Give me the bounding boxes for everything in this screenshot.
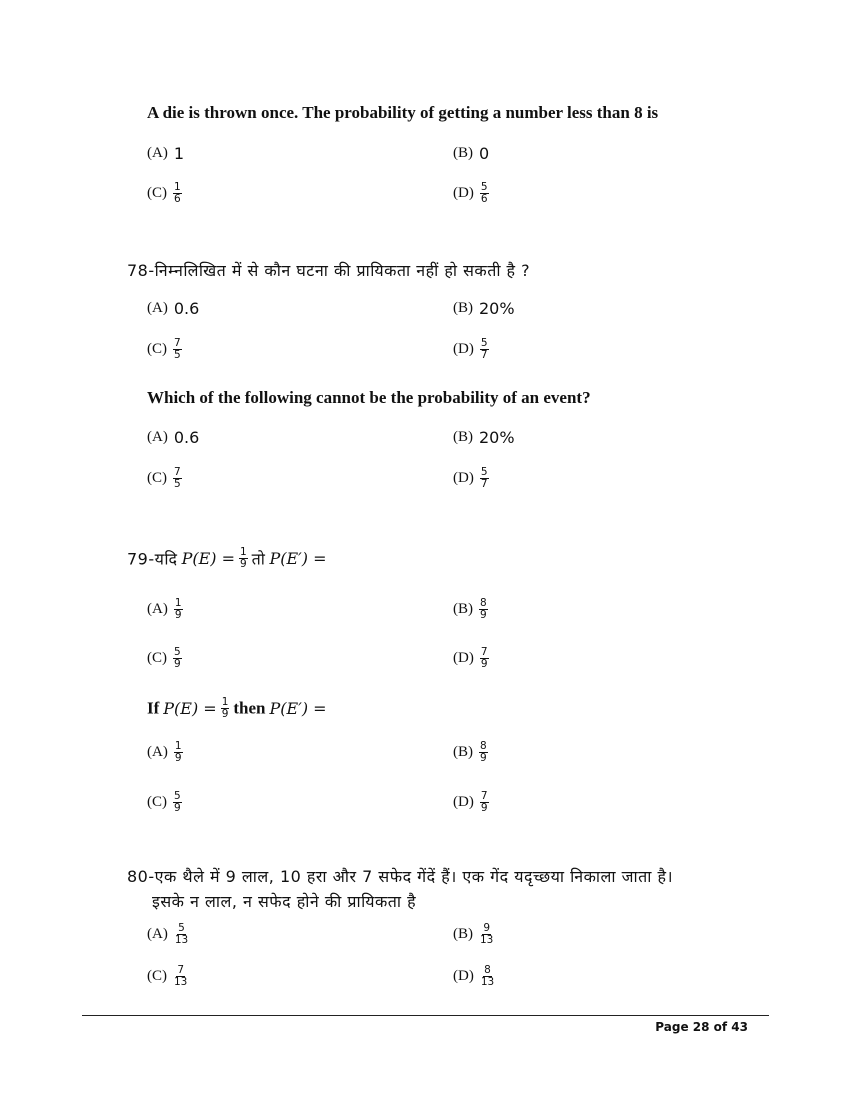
q79-en-option-b: (B) $\frac{8}{9}$ [453,740,487,765]
q79-hi-option-c: (C) $\frac{5}{9}$ [147,646,181,671]
q77-question-en: A die is thrown once. The probability of getting a number less than 8 is [147,103,659,122]
q79-question-en: If P(E) = $\frac{1}{9}$ then P(E′) = [147,696,327,721]
q80-option-a: (A) $\frac{5}{13}$ [147,922,189,947]
q78-hi-option-d: (D) $\frac{5}{7}$ [453,337,488,362]
q78-hi-option-c: (C) $\frac{7}{5}$ [147,337,181,362]
q77-option-d: (D) $\frac{5}{6}$ [453,181,488,206]
q80-option-b: (B) $\frac{9}{13}$ [453,922,494,947]
q77-option-c: (C) $\frac{1}{6}$ [147,181,181,206]
q78-en-option-a: (A) 0.6 [147,428,200,447]
q79-hi-option-a: (A) $\frac{1}{9}$ [147,597,182,622]
fraction: $\frac{8}{9}$ [480,597,487,622]
fraction: $\frac{1}{9}$ [239,546,247,571]
q80-question-hi-line1: 80-एक थैले में 9 लाल, 10 हरा और 7 सफेद गेंदें हैं। एक गेंद यदृच्छया निकाला जाता है। [127,867,674,886]
q80-question-hi-line2: इसके न लाल, न सफेद होने की प्रायिकता है [152,892,417,911]
fraction: $\frac{7}{9}$ [480,646,488,671]
q80-option-c: (C) $\frac{7}{13}$ [147,964,188,989]
fraction: $\frac{8}{9}$ [480,740,487,765]
q78-en-option-c: (C) $\frac{7}{5}$ [147,466,181,491]
q78-question-en: Which of the following cannot be the probability of an event? [147,388,591,407]
fraction: $\frac{1}{9}$ [174,740,182,765]
fraction: $\frac{7}{5}$ [174,337,181,362]
fraction: $\frac{1}{9}$ [174,597,182,622]
q78-hi-option-b: (B) 20% [453,299,515,318]
q78-en-option-b: (B) 20% [453,428,515,447]
q79-question-hi: 79-यदि P(E) = $\frac{1}{9}$ तो P(E′) = [127,546,327,571]
fraction: $\frac{8}{13}$ [480,964,495,989]
q78-hi-option-a: (A) 0.6 [147,299,200,318]
fraction: $\frac{7}{5}$ [174,466,181,491]
fraction: $\frac{7}{9}$ [480,790,488,815]
fraction: $\frac{5}{7}$ [480,337,488,362]
q78-en-option-d: (D) $\frac{5}{7}$ [453,466,488,491]
q78-question-hi: 78-निम्नलिखित में से कौन घटना की प्रायिकता नहीं हो सकती है ? [127,261,531,280]
fraction: $\frac{1}{9}$ [221,696,229,721]
fraction: $\frac{5}{13}$ [174,922,189,947]
fraction: $\frac{5}{9}$ [174,790,181,815]
fraction: $\frac{5}{9}$ [174,646,181,671]
q79-hi-option-d: (D) $\frac{7}{9}$ [453,646,488,671]
q79-hi-option-b: (B) $\frac{8}{9}$ [453,597,487,622]
footer-divider [82,1015,769,1016]
q77-option-a: (A) 1 [147,144,185,163]
q79-en-option-a: (A) $\frac{1}{9}$ [147,740,182,765]
fraction: $\frac{5}{6}$ [480,181,488,206]
fraction: $\frac{1}{6}$ [174,181,181,206]
q80-option-d: (D) $\frac{8}{13}$ [453,964,495,989]
page-number: Page 28 of 43 [655,1020,748,1034]
fraction: $\frac{7}{13}$ [174,964,188,989]
q77-option-b: (B) 0 [453,144,490,163]
fraction: $\frac{5}{7}$ [480,466,488,491]
fraction: $\frac{9}{13}$ [480,922,494,947]
q79-en-option-c: (C) $\frac{5}{9}$ [147,790,181,815]
q79-en-option-d: (D) $\frac{7}{9}$ [453,790,488,815]
